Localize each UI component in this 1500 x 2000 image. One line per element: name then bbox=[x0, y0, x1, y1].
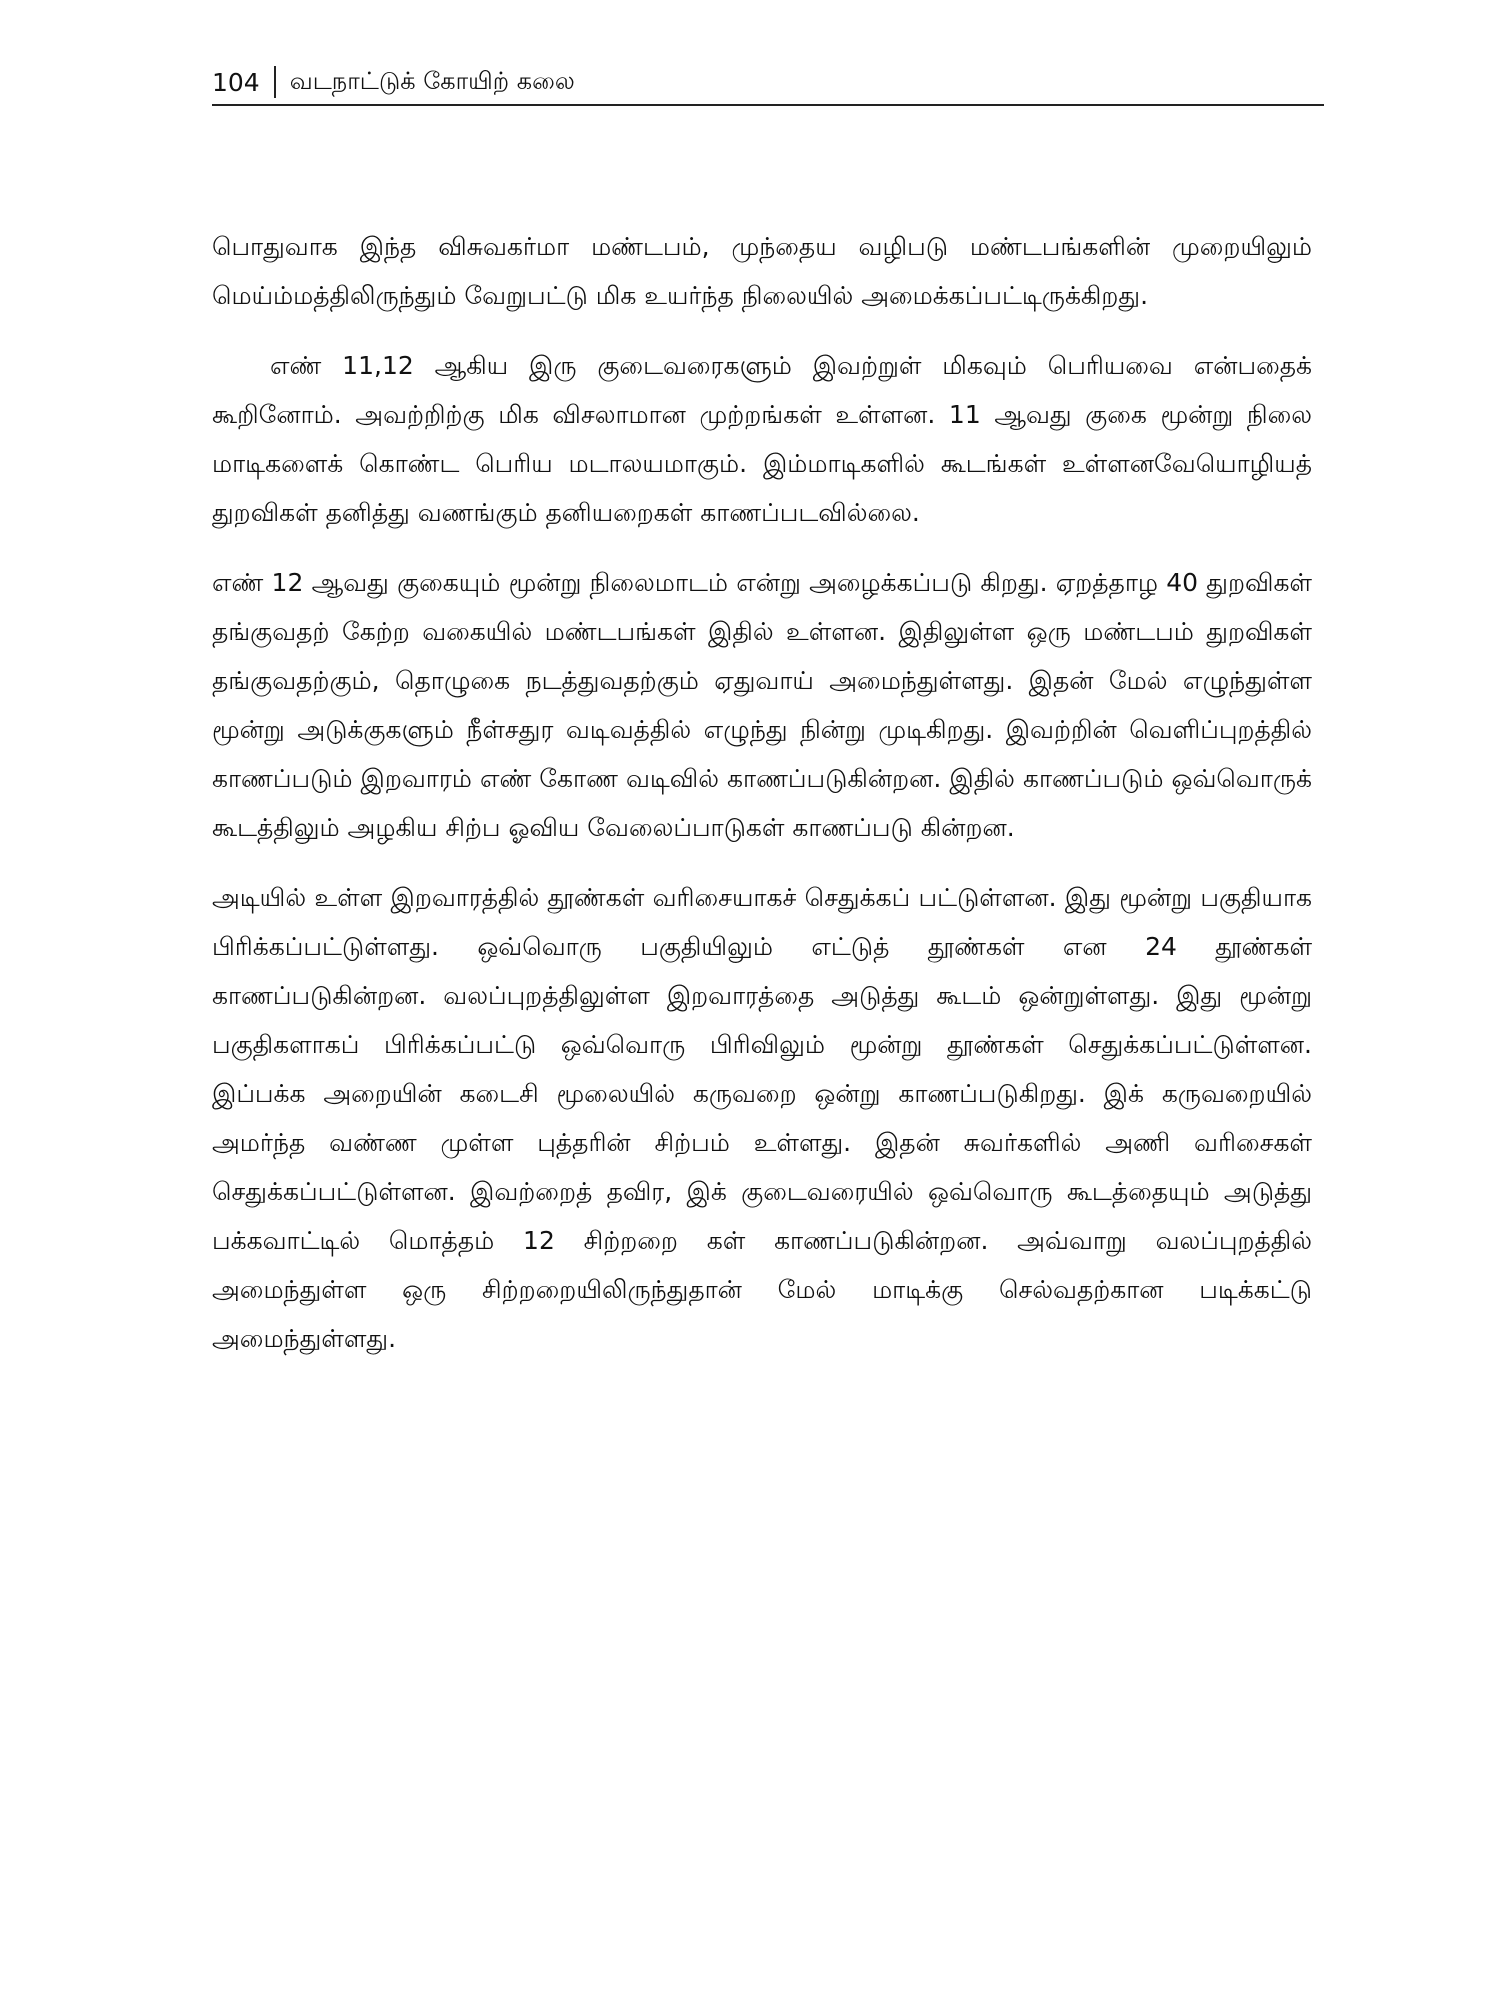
paragraph-3: எண் 12 ஆவது குகையும் மூன்று நிலைமாடம் என்று அழைக்கப்படு கிறது. ஏறத்தாழ 40 துறவிகள் தங்குவதற் கேற்ற வகையில் மண்டபங்கள் இதில் உள்ளன. இதிலுள்ள ஒரு மண்டபம் துறவிகள் தங்குவதற்கும், தொழுகை நடத்துவதற்கும் ஏதுவாய் அமைந்துள்ளது. இதன் மேல் எழுந்துள்ள மூன்று அடுக்குகளும் நீள்சதுர வடிவத்தில் எழுந்து நின்று முடிகிறது. இவற்றின் வெளிப்புறத்தில் காணப்படும் இறவாரம் எண் கோண வடிவில் காணப்படுகின்றன. இதில் காணப்படும் ஒவ்வொருக் கூடத்திலும் அழகிய சிற்ப ஓவிய வேலைப்பாடுகள் காணப்படு கின்றன. bbox=[212, 568, 1312, 842]
header-separator bbox=[274, 66, 276, 98]
page-number: 104 bbox=[212, 67, 260, 97]
book-title: வடநாட்டுக் கோயிற் கலை bbox=[289, 66, 575, 95]
header-rule bbox=[212, 104, 1324, 106]
paragraph-1: பொதுவாக இந்த விசுவகர்மா மண்டபம், முந்தைய வழிபடு மண்டபங்களின் முறையிலும் மெய்ம்மத்திலிருந்தும் வேறுபட்டு மிக உயர்ந்த நிலையில் அமைக்கப்பட்டிருக்கிறது. bbox=[212, 232, 1312, 310]
body-text bbox=[212, 222, 1312, 1384]
running-head bbox=[212, 62, 575, 102]
paragraph-4: அடியில் உள்ள இறவாரத்தில் தூண்கள் வரிசையாகச் செதுக்கப் பட்டுள்ளன. இது மூன்று பகுதியாக பிரிக்கப்பட்டுள்ளது. ஒவ்வொரு பகுதியிலும் எட்டுத் தூண்கள் என 24 தூண்கள் காணப்படுகின்றன. வலப்புறத்திலுள்ள இறவாரத்தை அடுத்து கூடம் ஒன்றுள்ளது. இது மூன்று பகுதிகளாகப் பிரிக்கப்பட்டு ஒவ்வொரு பிரிவிலும் மூன்று தூண்கள் செதுக்கப்பட்டுள்ளன. இப்பக்க அறையின் கடைசி மூலையில் கருவறை ஒன்று காணப்படுகிறது. இக் கருவறையில் அமர்ந்த வண்ண முள்ள புத்தரின் சிற்பம் உள்ளது. இதன் சுவர்களில் அணி வரிசைகள் செதுக்கப்பட்டுள்ளன. இவற்றைத் தவிர, இக் குடைவரையில் ஒவ்வொரு கூடத்தையும் அடுத்து பக்கவாட்டில் மொத்தம் 12 சிற்றறை கள் காணப்படுகின்றன. அவ்வாறு வலப்புறத்தில் அமைந்துள்ள ஒரு சிற்றறையிலிருந்துதான் மேல் மாடிக்கு செல்வதற்கான படிக்கட்டு அமைந்துள்ளது. bbox=[212, 883, 1312, 1353]
paragraph-2: எண் 11,12 ஆகிய இரு குடைவரைகளும் இவற்றுள் மிகவும் பெரியவை என்பதைக் கூறினோம். அவற்றிற்கு மிக விசலாமான முற்றங்கள் உள்ளன. 11 ஆவது குகை மூன்று நிலை மாடிகளைக் கொண்ட பெரிய மடாலயமாகும். இம்மாடிகளில் கூடங்கள் உள்ளனவேயொழியத் துறவிகள் தனித்து வணங்கும் தனியறைகள் காணப்படவில்லை. bbox=[212, 351, 1312, 527]
